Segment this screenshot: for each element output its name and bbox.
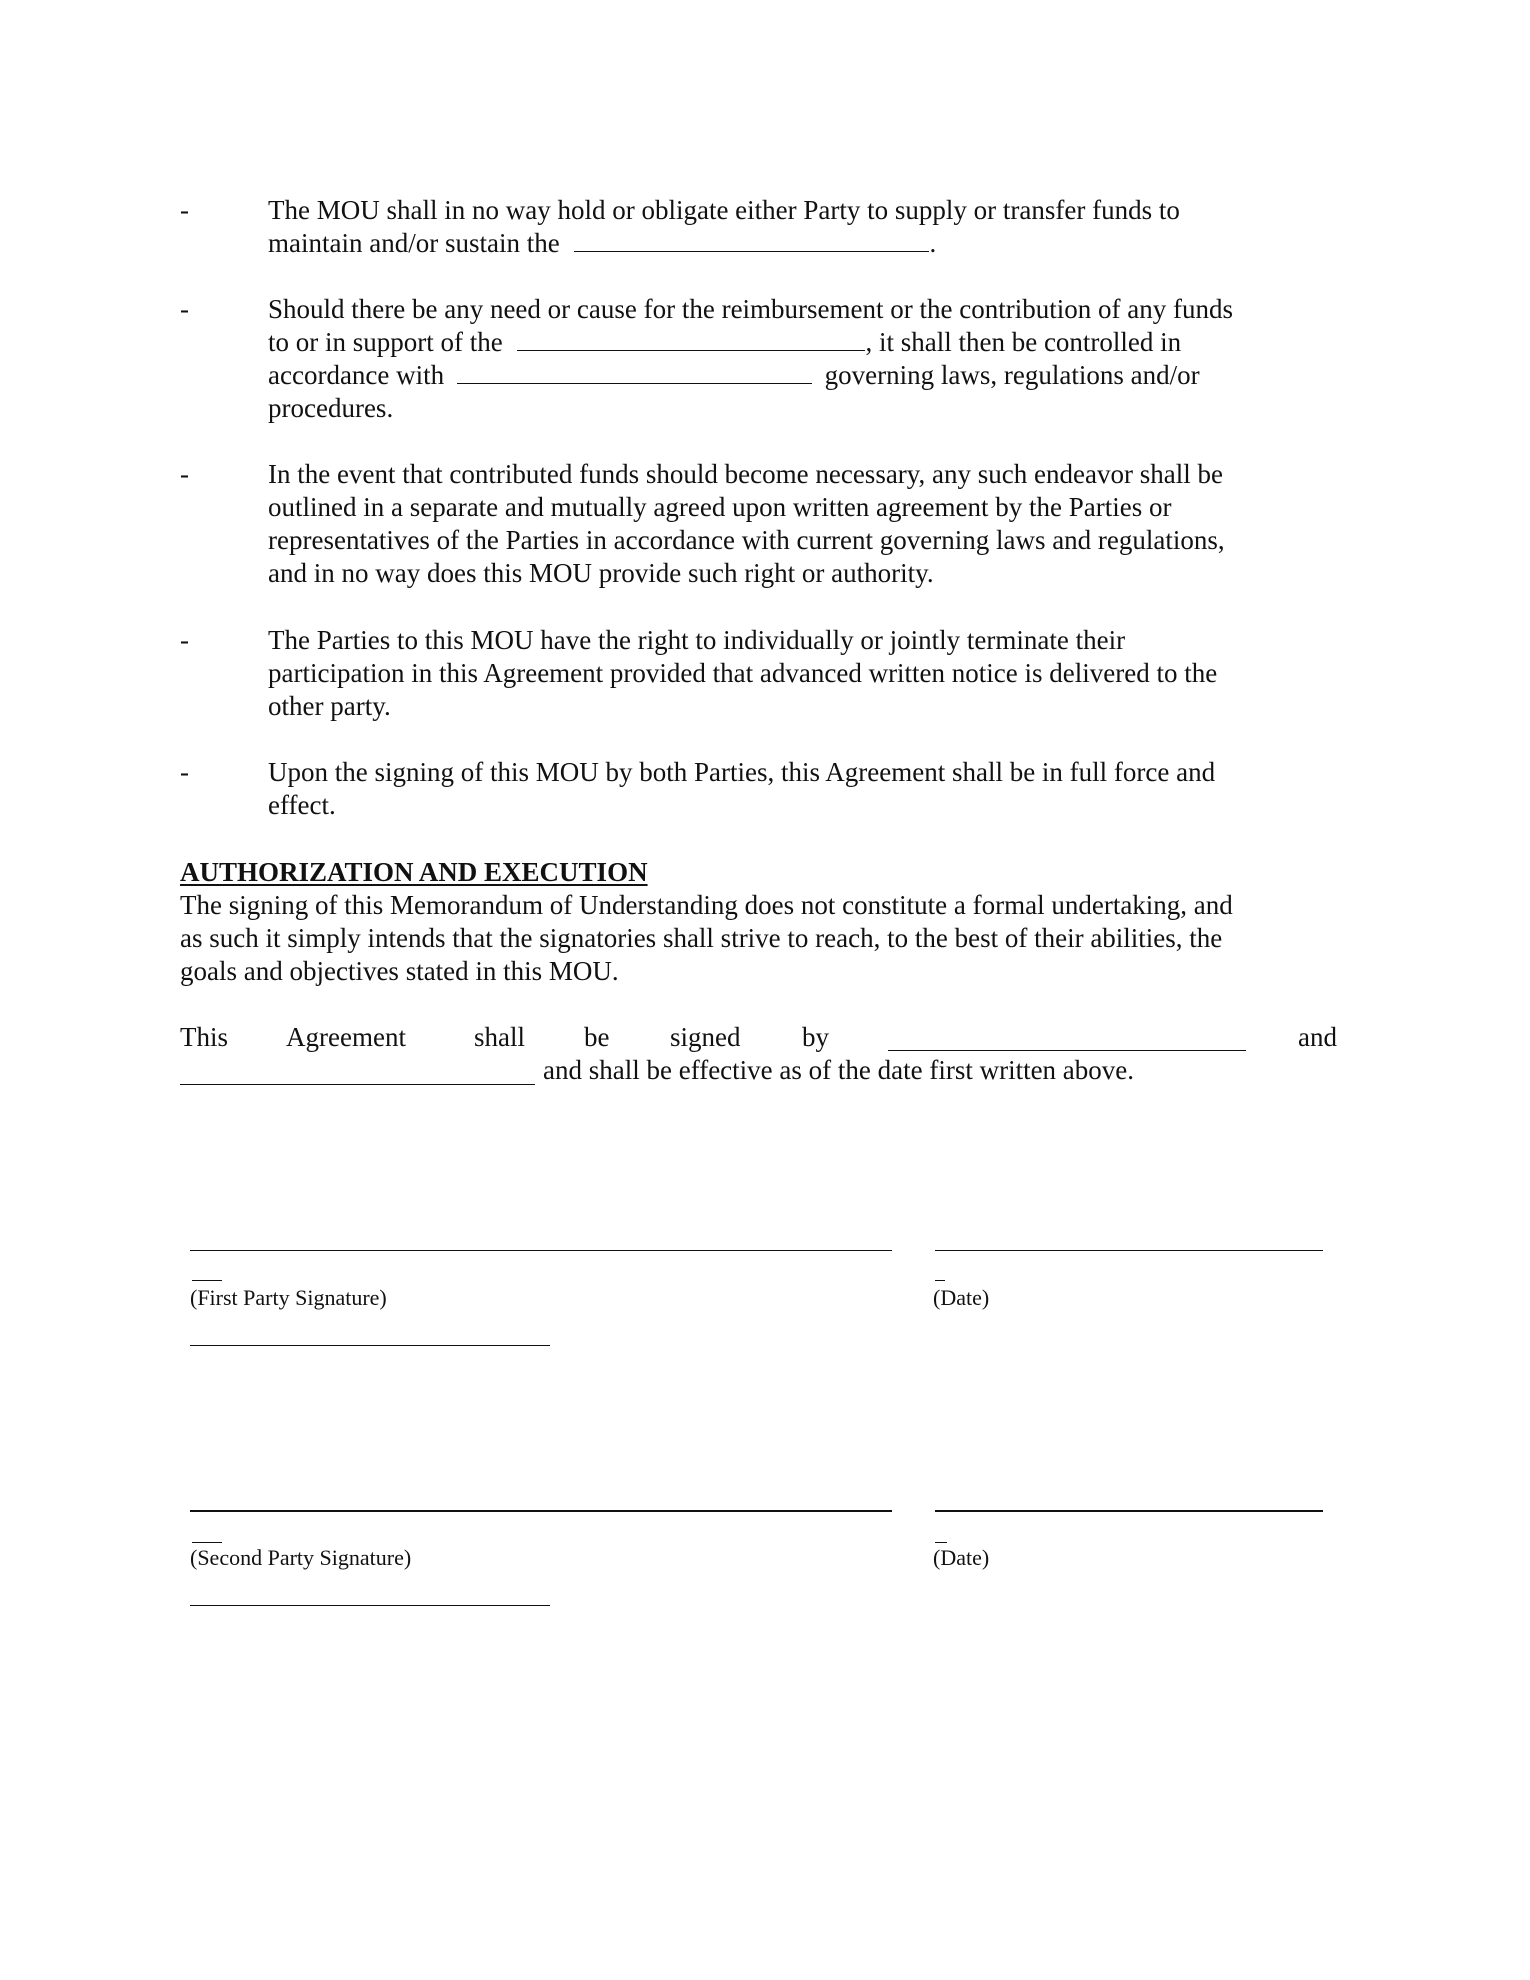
second-party-signature-label: (Second Party Signature) xyxy=(190,1545,412,1570)
bullet-dash: - xyxy=(180,195,189,225)
bullet-dash: - xyxy=(180,625,189,655)
authorization-paragraph xyxy=(180,889,1340,988)
bullet-text xyxy=(268,756,1358,822)
bullet-text-segment: , it shall then be controlled in xyxy=(865,327,1182,357)
bullet-line: procedures. xyxy=(268,393,394,423)
bullet-line: representatives of the Parties in accordance with current governing laws and regulations, xyxy=(268,525,1225,555)
bullet-dash: - xyxy=(180,294,189,324)
bullet-line: outlined in a separate and mutually agreed upon written agreement by the Parties or xyxy=(268,492,1172,522)
printed-name-line xyxy=(190,1345,550,1346)
bullet-line: effect. xyxy=(268,790,336,820)
date-tick-mark xyxy=(935,1280,945,1281)
bullet-line: and in no way does this MOU provide such right or authority. xyxy=(268,558,934,588)
blank-field xyxy=(574,227,929,252)
blank-field xyxy=(517,326,865,351)
date-tick-mark xyxy=(935,1542,947,1543)
blank-field xyxy=(888,1050,1246,1051)
agreement-text: and shall be effective as of the date first written above. xyxy=(543,1055,1135,1085)
bullet-line: participation in this Agreement provided that advanced written notice is delivered to the xyxy=(268,658,1218,688)
paragraph-line: goals and objectives stated in this MOU. xyxy=(180,956,619,986)
first-party-signature-label: (First Party Signature) xyxy=(190,1285,387,1310)
first-party-date-line xyxy=(935,1250,1323,1251)
bullet-text xyxy=(268,624,1358,723)
blank-field xyxy=(457,359,812,384)
second-party-date-line xyxy=(935,1510,1323,1512)
bullet-text xyxy=(268,293,1358,425)
first-party-date-label: (Date) xyxy=(933,1285,990,1310)
bullet-line xyxy=(268,359,1358,392)
bullet-text-segment: governing laws, regulations and/or xyxy=(824,360,1200,390)
bullet-dash: - xyxy=(180,459,189,489)
agreement-word: shall xyxy=(474,1022,525,1052)
first-party-signature-line xyxy=(190,1250,892,1251)
bullet-line: The MOU shall in no way hold or obligate either Party to supply or transfer funds to xyxy=(268,195,1180,225)
printed-name-line xyxy=(190,1605,550,1606)
bullet-line: In the event that contributed funds should become necessary, any such endeavor shall be xyxy=(268,459,1223,489)
bullet-line: Should there be any need or cause for the reimbursement or the contribution of any funds xyxy=(268,294,1233,324)
second-party-signature-line xyxy=(190,1510,892,1512)
agreement-word: Agreement xyxy=(286,1022,406,1052)
signature-tick-mark xyxy=(192,1280,222,1281)
paragraph-line: as such it simply intends that the signatories shall strive to reach, to the best of their abilities, the xyxy=(180,923,1223,953)
bullet-text xyxy=(268,458,1358,590)
bullet-text-segment: to or in support of the xyxy=(268,327,503,357)
agreement-word: be xyxy=(584,1022,610,1052)
bullet-line: other party. xyxy=(268,691,391,721)
bullet-line xyxy=(268,227,1358,260)
bullet-line xyxy=(268,326,1358,359)
second-party-date-label: (Date) xyxy=(933,1545,990,1570)
blank-field xyxy=(180,1084,535,1085)
bullet-text-segment: accordance with xyxy=(268,360,445,390)
bullet-text-segment: maintain and/or sustain the xyxy=(268,228,560,258)
agreement-word: by xyxy=(802,1022,829,1052)
bullet-text xyxy=(268,194,1358,260)
paragraph-line: The signing of this Memorandum of Understanding does not constitute a formal undertaking, and xyxy=(180,890,1233,920)
bullet-dash: - xyxy=(180,757,189,787)
signature-tick-mark xyxy=(192,1542,222,1543)
section-heading: AUTHORIZATION AND EXECUTION xyxy=(180,857,648,887)
bullet-line: The Parties to this MOU have the right to individually or jointly terminate their xyxy=(268,625,1126,655)
agreement-word: signed xyxy=(670,1022,741,1052)
agreement-word: and xyxy=(1298,1022,1337,1052)
bullet-text-segment: . xyxy=(929,228,937,258)
agreement-word: This xyxy=(180,1022,229,1052)
bullet-line: Upon the signing of this MOU by both Parties, this Agreement shall be in full force and xyxy=(268,757,1216,787)
